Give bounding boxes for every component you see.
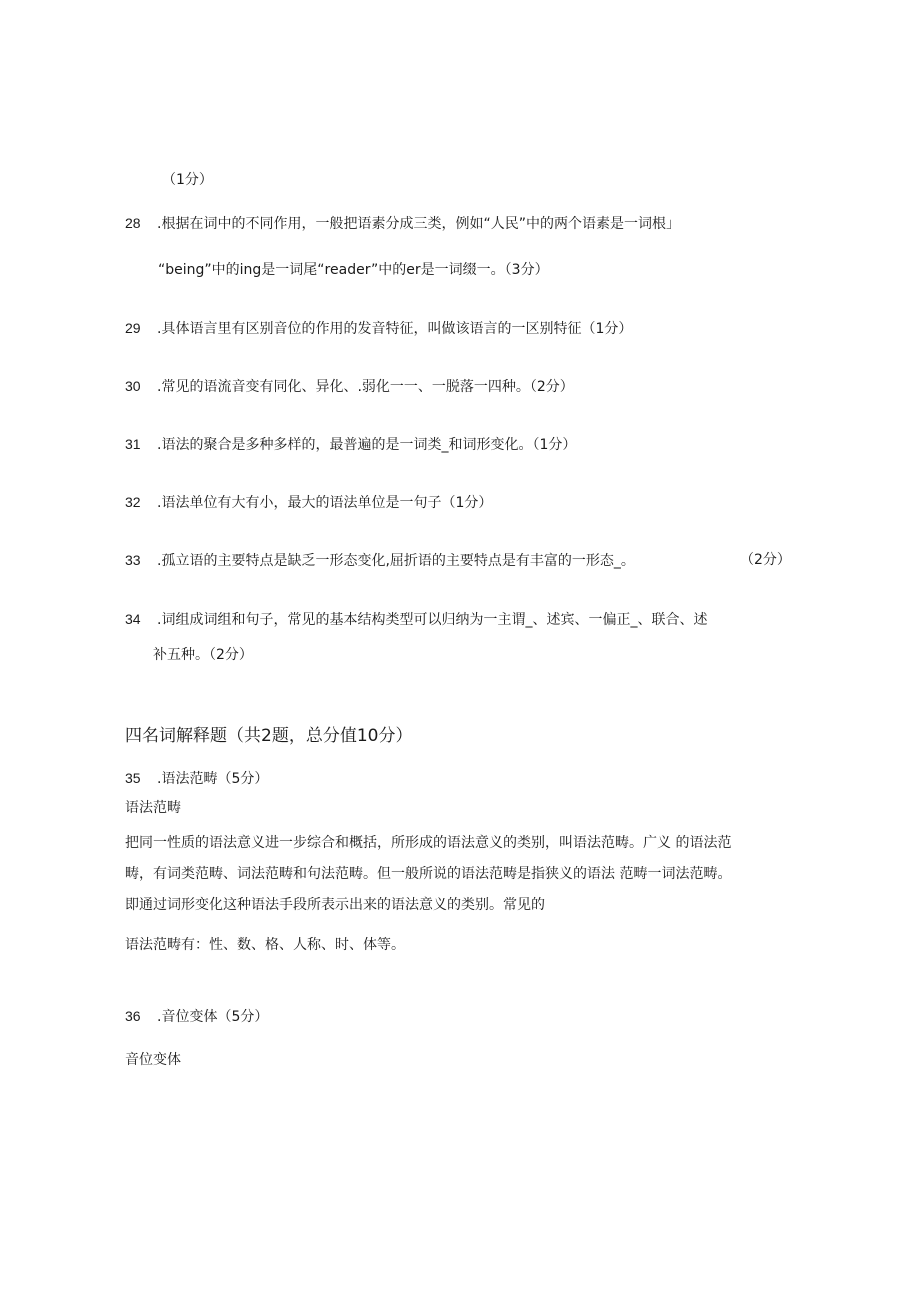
question-text: .具体语言里有区别音位的作用的发音特征，叫做该语言的一区别特征（1分） <box>157 321 633 337</box>
answer-line: 把同一性质的语法意义进一步综合和概括，所形成的语法意义的类别，叫语法范畴。广义 的语法范 <box>125 835 732 851</box>
question-text: .语法单位有大有小，最大的语法单位是一句子（1分） <box>157 495 493 511</box>
question-number: 34 <box>125 611 141 627</box>
question-number: 29 <box>125 320 141 336</box>
answer-line: 畴，有词类范畴、词法范畴和句法范畴。但一般所说的语法范畴是指狭义的语法 范畴一词法范畴。 <box>125 866 732 882</box>
question-text: .音位变体（5分） <box>157 1009 269 1025</box>
score-prev-question: （1分） <box>162 172 213 188</box>
question-text: .孤立语的主要特点是缺乏一形态变化,屈折语的主要特点是有丰富的一形态_。 <box>157 553 635 569</box>
question-text: .词组成词组和句子，常见的基本结构类型可以归纳为一主谓_、述宾、一偏正_、联合、述 <box>157 612 708 628</box>
question-number: 35 <box>125 770 141 786</box>
question-number: 36 <box>125 1008 141 1024</box>
question-31 <box>125 434 576 455</box>
section-heading: 四名词解释题（共2题，总分值10分） <box>125 726 413 746</box>
answer-term: 语法范畴 <box>125 800 181 816</box>
question-number: 33 <box>125 552 141 568</box>
question-35 <box>125 768 268 789</box>
question-number: 31 <box>125 436 141 452</box>
question-34 <box>125 609 707 630</box>
question-33 <box>125 550 635 571</box>
question-text: .语法范畴（5分） <box>157 771 269 787</box>
question-text: .根据在词中的不同作用，一般把语素分成三类，例如“人民”中的两个语素是一词根」 <box>157 216 680 232</box>
question-32 <box>125 492 492 513</box>
question-30 <box>125 376 574 397</box>
question-text: .语法的聚合是多种多样的，最普遍的是一词类_和词形变化。（1分） <box>157 437 577 453</box>
answer-term: 音位变体 <box>125 1052 181 1068</box>
answer-line: 即通过词形变化这种语法手段所表示出来的语法意义的类别。常见的 <box>125 897 545 913</box>
question-34-continued: 补五种。（2分） <box>153 647 253 663</box>
answer-line: 语法范畴有：性、数、格、人称、时、体等。 <box>125 937 405 953</box>
question-text: .常见的语流音变有同化、异化、.弱化一一、一脱落一四种。（2分） <box>157 379 574 395</box>
question-28-continued: “being”中的ing是一词尾“reader”中的er是一词缀一。（3分） <box>158 262 549 278</box>
question-number: 32 <box>125 494 141 510</box>
question-36 <box>125 1006 268 1027</box>
question-28 <box>125 213 680 234</box>
question-29 <box>125 318 632 339</box>
question-33-score: （2分） <box>740 552 791 568</box>
question-number: 30 <box>125 378 141 394</box>
question-number: 28 <box>125 215 141 231</box>
